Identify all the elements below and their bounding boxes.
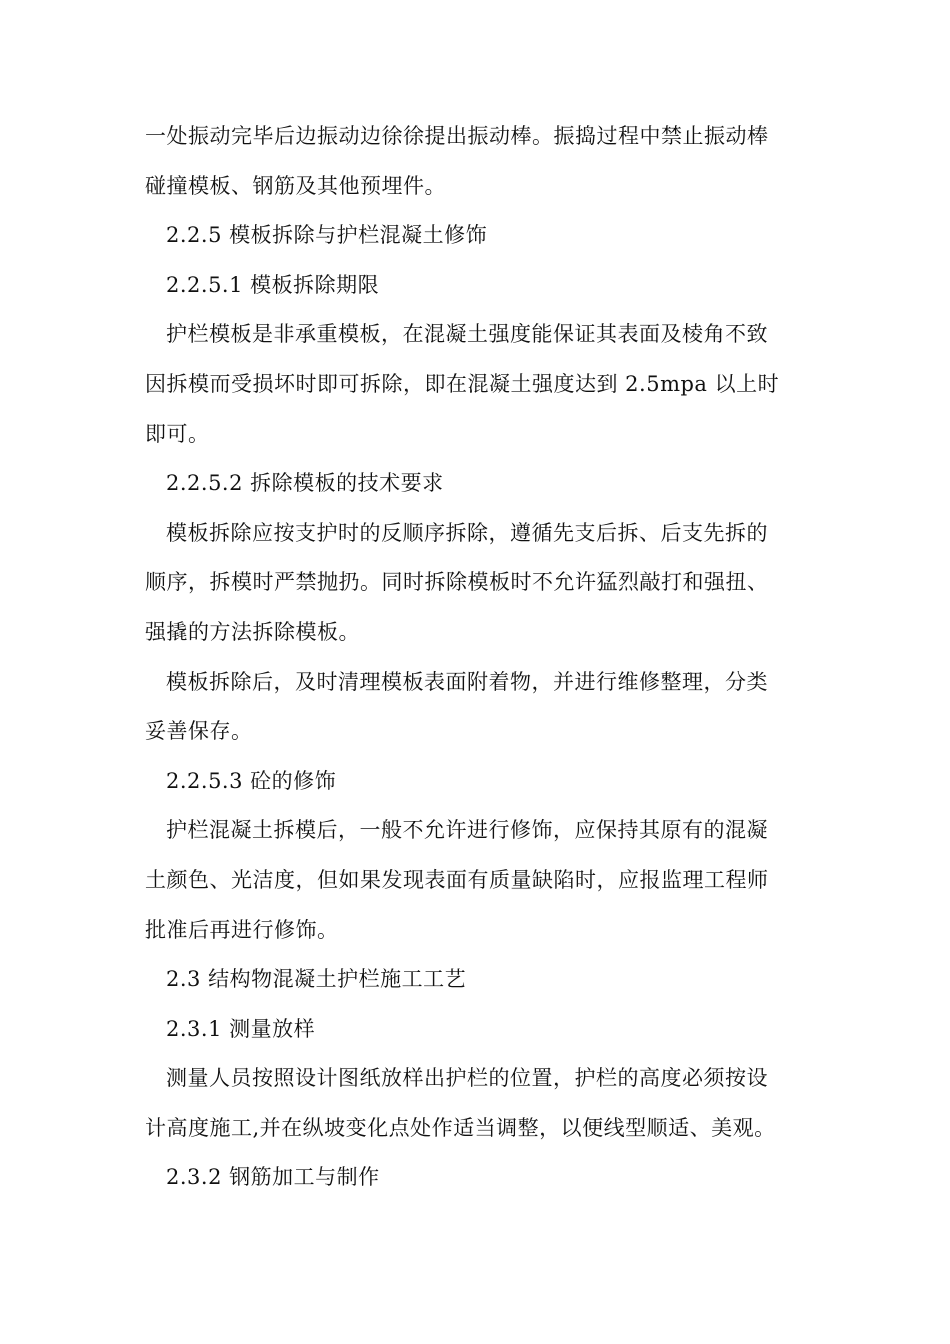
text-line: 模板拆除应按支护时的反顺序拆除，遵循先支后拆、后支先拆的 [166,520,768,545]
body-paragraph [145,310,805,459]
text-line: 土颜色、光洁度，但如果发现表面有质量缺陷时，应报监理工程师 [145,867,769,892]
section-heading [145,261,805,311]
text-line: 碰撞模板、钢筋及其他预埋件。 [145,173,446,198]
section-heading [145,459,805,509]
text-line: 护栏混凝土拆模后，一般不允许进行修饰，应保持其原有的混凝 [166,818,768,843]
text-line: 计高度施工,并在纵坡变化点处作适当调整，以便线型顺适、美观。 [145,1115,776,1140]
text-line: 即可。 [145,421,210,446]
body-paragraph [145,1054,805,1153]
body-paragraph [145,658,805,757]
text-line: 2.2.5.1 模板拆除期限 [166,272,380,297]
text-line: 2.2.5.2 拆除模板的技术要求 [166,471,444,496]
section-heading [145,757,805,807]
body-paragraph [145,509,805,658]
text-line: 2.3.1 测量放样 [166,1016,316,1041]
text-line: 模板拆除后，及时清理模板表面附着物，并进行维修整理，分类 [166,669,768,694]
text-line: 批准后再进行修饰。 [145,917,339,942]
text-line: 2.3 结构物混凝土护栏施工工艺 [166,967,467,992]
section-heading [145,1005,805,1055]
body-paragraph [145,806,805,955]
text-line: 顺序，拆模时严禁抛扔。同时拆除模板时不允许猛烈敲打和强扭、 [145,570,769,595]
text-line: 2.2.5.3 砼的修饰 [166,768,337,793]
text-line: 因拆模而受损坏时即可拆除，即在混凝土强度达到 2.5mpa 以上时 [145,371,780,396]
text-line: 一处振动完毕后边振动边徐徐提出振动棒。振捣过程中禁止振动棒 [145,124,769,148]
body-paragraph [145,112,805,211]
section-heading [145,1153,805,1203]
text-line: 2.3.2 钢筋加工与制作 [166,1165,380,1190]
text-line: 测量人员按照设计图纸放样出护栏的位置，护栏的高度必须按设 [166,1066,768,1091]
text-line: 2.2.5 模板拆除与护栏混凝土修饰 [166,223,488,248]
text-line: 强撬的方法拆除模板。 [145,619,360,644]
text-line: 护栏模板是非承重模板，在混凝土强度能保证其表面及棱角不致 [166,322,768,347]
document-body [145,112,805,1203]
text-line: 妥善保存。 [145,719,253,744]
section-heading [145,211,805,261]
section-heading [145,955,805,1005]
